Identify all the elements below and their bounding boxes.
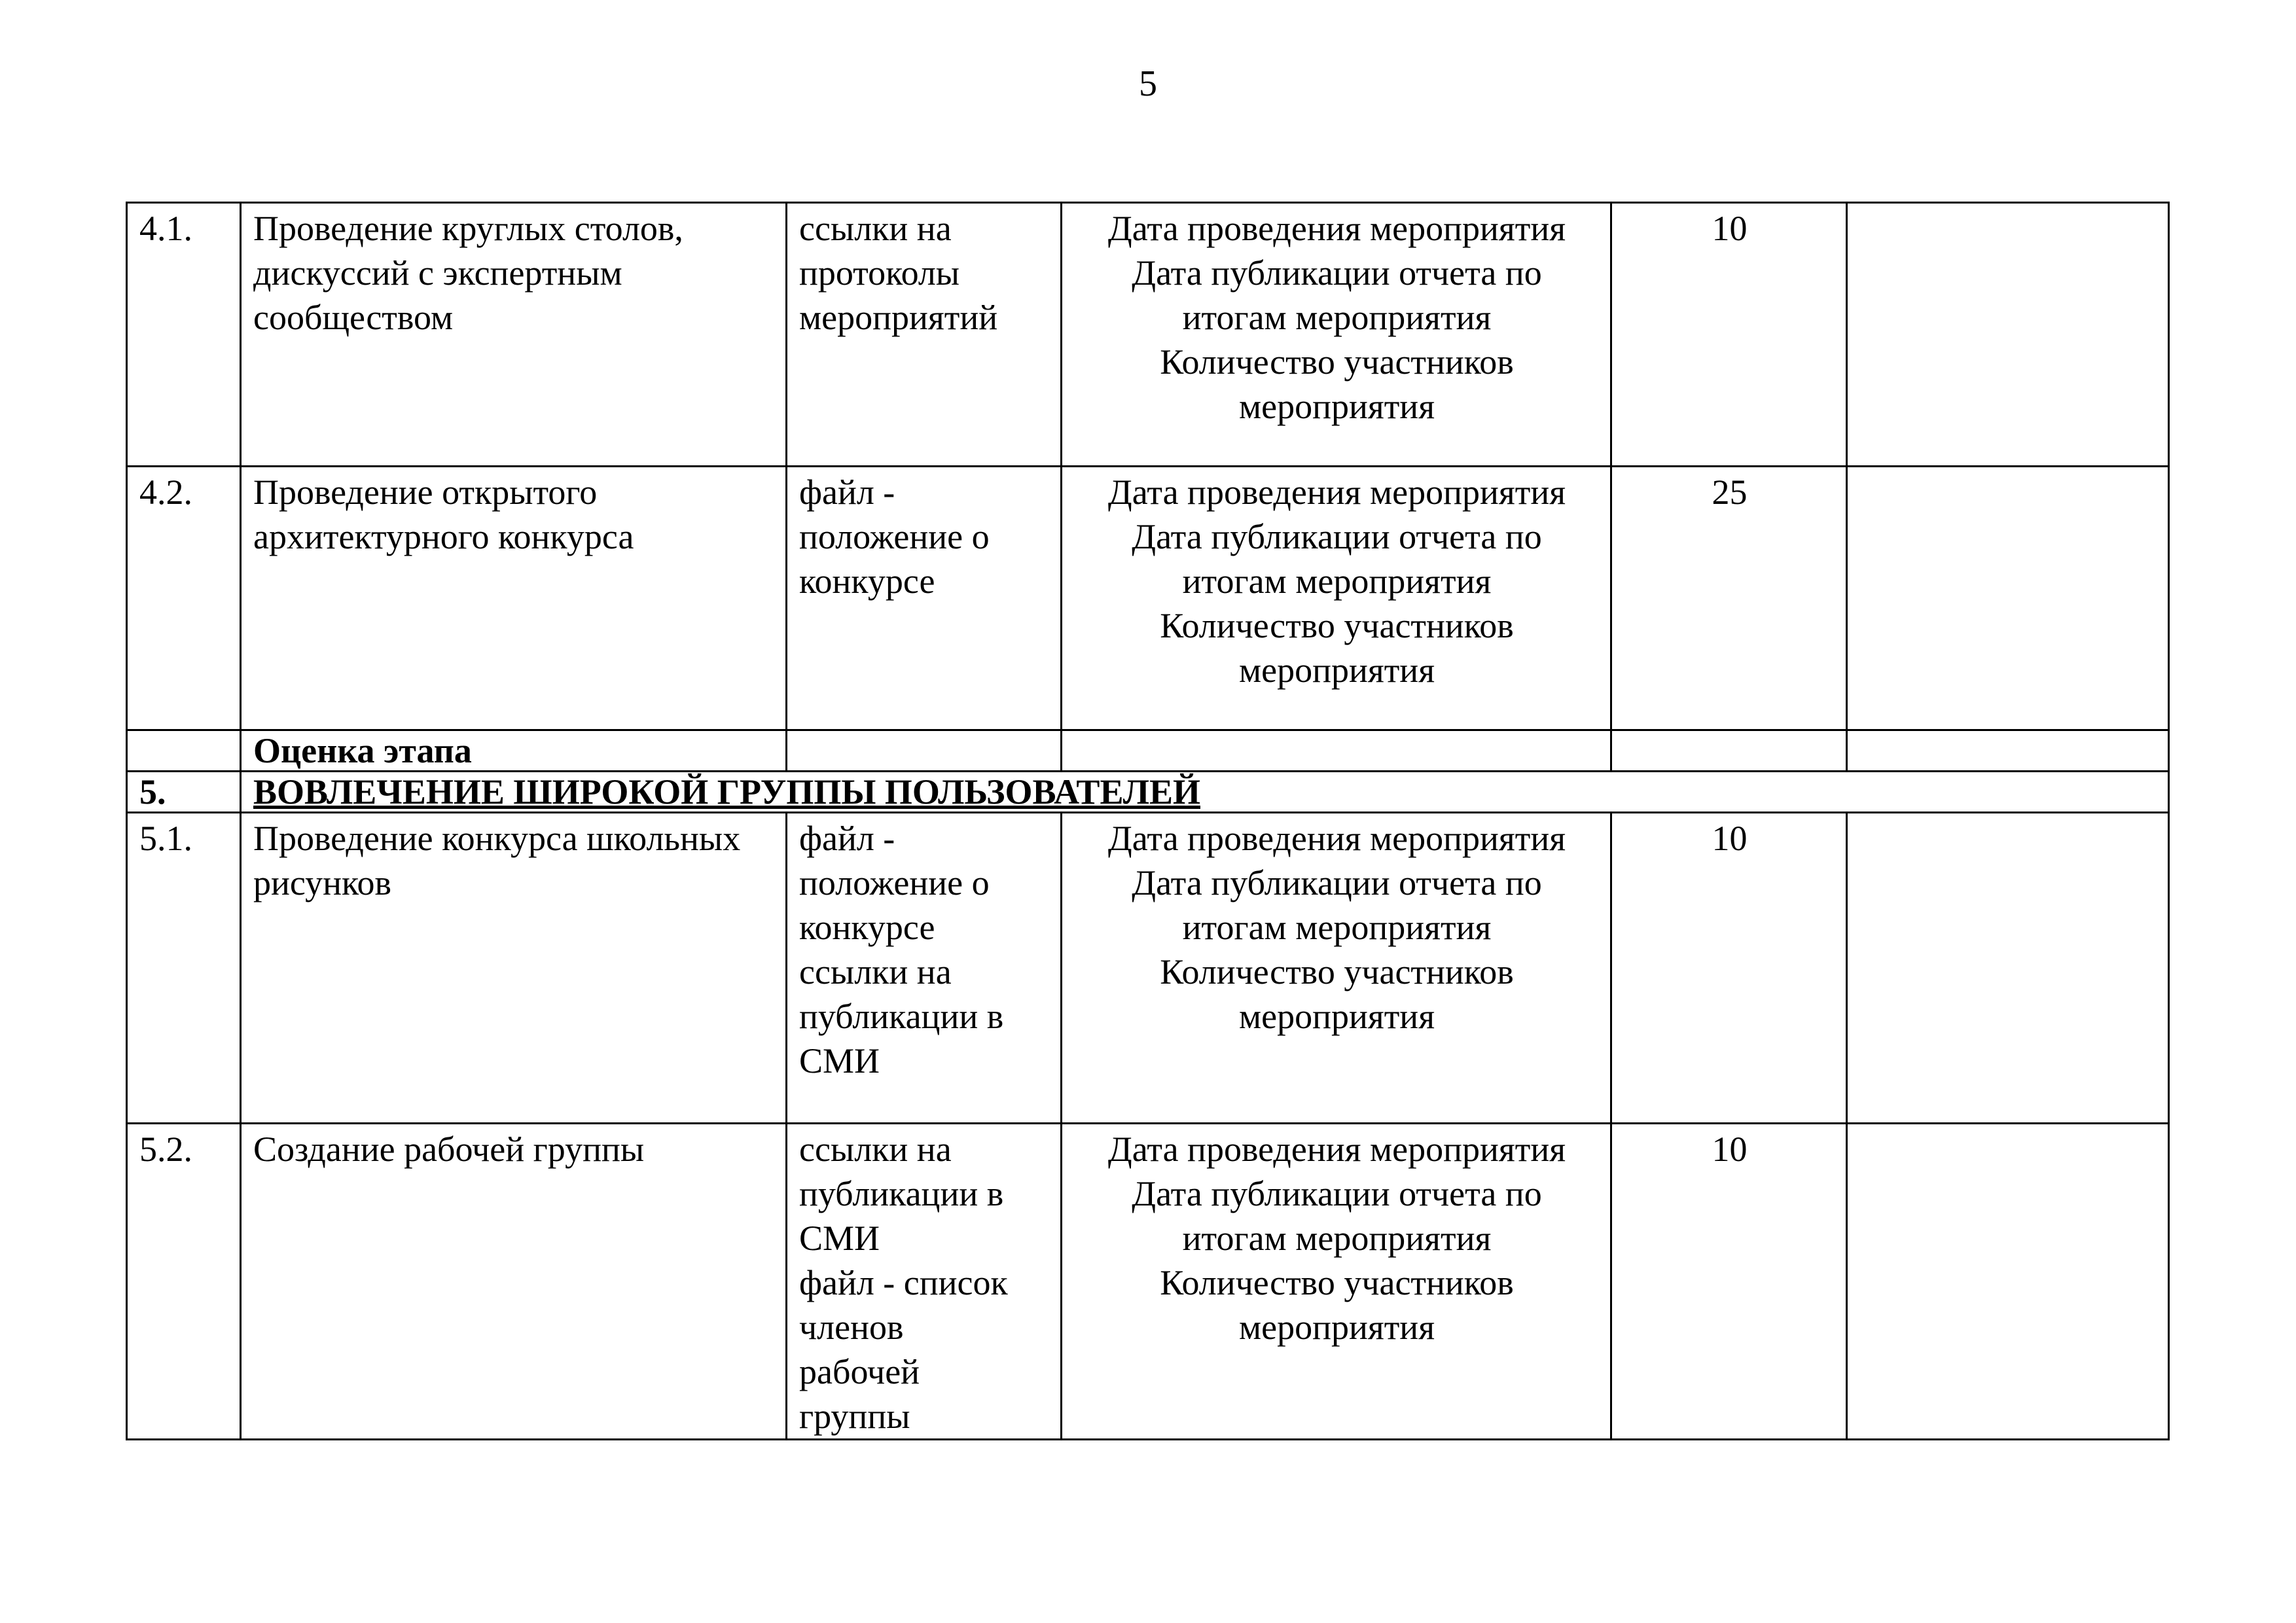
evidence-cell: ссылки на публикации в СМИ файл - список членов рабочей группы [787, 1124, 1062, 1440]
score-cell: 25 [1611, 467, 1847, 730]
criteria-table [126, 202, 2170, 1440]
empty-cell [787, 730, 1062, 772]
empty-cell [1847, 467, 2169, 730]
score-cell: 10 [1611, 813, 1847, 1124]
indicators-cell: Дата проведения мероприятия Дата публикации отчета по итогам мероприятия Количество участников мероприятия [1062, 1124, 1611, 1440]
section-title: ВОВЛЕЧЕНИЕ ШИРОКОЙ ГРУППЫ ПОЛЬЗОВАТЕЛЕЙ [241, 772, 2169, 813]
empty-cell [1847, 813, 2169, 1124]
table-row [127, 467, 2169, 730]
activity-cell: Проведение круглых столов, дискуссий с экспертным сообществом [241, 203, 787, 467]
page-number: 5 [1139, 63, 1157, 104]
empty-cell [1062, 730, 1611, 772]
activity-cell: Проведение конкурса школьных рисунков [241, 813, 787, 1124]
stage-score-row [127, 730, 2169, 772]
evidence-cell: ссылки на протоколы мероприятий [787, 203, 1062, 467]
evidence-cell: файл - положение о конкурсе ссылки на публикации в СМИ [787, 813, 1062, 1124]
indicators-cell: Дата проведения мероприятия Дата публикации отчета по итогам мероприятия Количество участников мероприятия [1062, 203, 1611, 467]
evidence-cell: файл - положение о конкурсе [787, 467, 1062, 730]
stage-score-label: Оценка этапа [241, 730, 787, 772]
table-row [127, 203, 2169, 467]
empty-cell [1847, 203, 2169, 467]
score-cell: 10 [1611, 203, 1847, 467]
row-number: 4.2. [127, 467, 241, 730]
empty-cell [127, 730, 241, 772]
activity-cell: Создание рабочей группы [241, 1124, 787, 1440]
section-number: 5. [127, 772, 241, 813]
row-number: 5.1. [127, 813, 241, 1124]
score-cell: 10 [1611, 1124, 1847, 1440]
row-number: 5.2. [127, 1124, 241, 1440]
empty-cell [1611, 730, 1847, 772]
section-heading-row [127, 772, 2169, 813]
indicators-cell: Дата проведения мероприятия Дата публикации отчета по итогам мероприятия Количество участников мероприятия [1062, 813, 1611, 1124]
empty-cell [1847, 1124, 2169, 1440]
indicators-cell: Дата проведения мероприятия Дата публикации отчета по итогам мероприятия Количество участников мероприятия [1062, 467, 1611, 730]
activity-cell: Проведение открытого архитектурного конкурса [241, 467, 787, 730]
table-row [127, 1124, 2169, 1440]
table-row [127, 813, 2169, 1124]
row-number: 4.1. [127, 203, 241, 467]
empty-cell [1847, 730, 2169, 772]
